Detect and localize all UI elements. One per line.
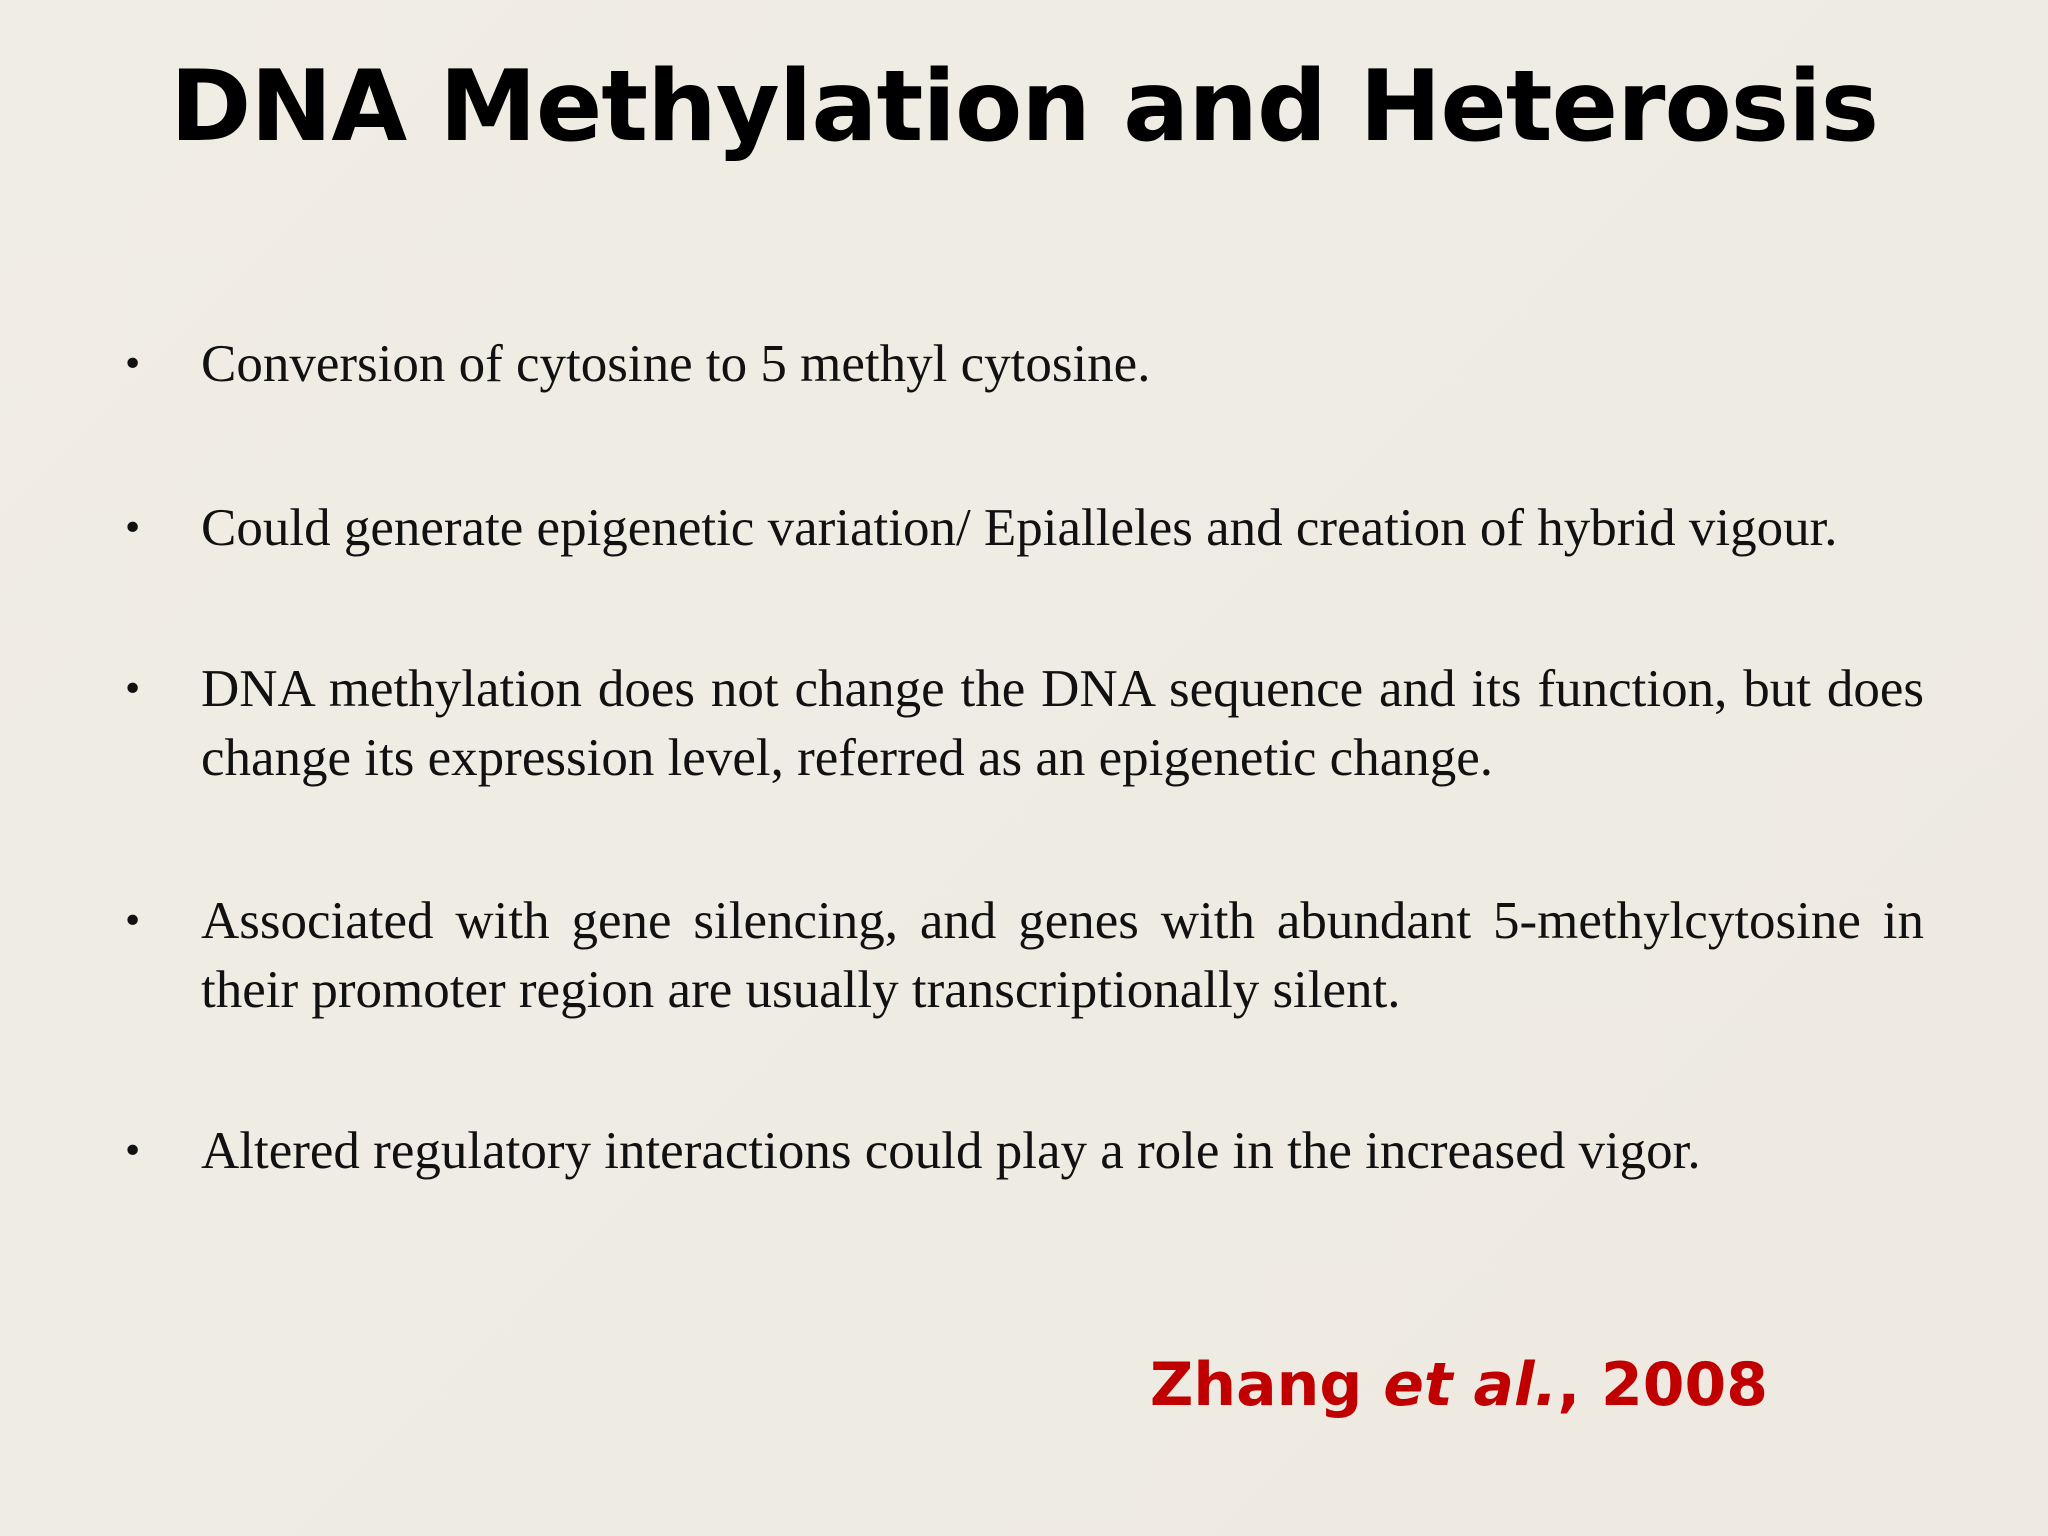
- citation-year: , 2008: [1557, 1350, 1768, 1420]
- citation: [1150, 1345, 1768, 1425]
- bullet-item: [118, 887, 1924, 1025]
- slide-title: DNA Methylation and Heterosis: [169, 50, 1879, 164]
- bullet-marker: •: [122, 344, 144, 385]
- bullet-marker: •: [122, 901, 144, 942]
- bullet-item: [118, 494, 1924, 563]
- bullet-marker: •: [122, 1131, 144, 1172]
- bullet-list: [118, 330, 1924, 1186]
- citation-author: Zhang: [1149, 1350, 1384, 1420]
- bullet-marker: •: [122, 508, 144, 549]
- bullet-text: DNA methylation does not change the DNA sequence and its function, but does change its expression level, referred as an epigenetic change.: [201, 660, 1924, 787]
- bullet-marker: •: [122, 669, 144, 710]
- bullet-item: [118, 330, 1924, 399]
- bullet-text: Conversion of cytosine to 5 methyl cytosine.: [201, 335, 1151, 393]
- bullet-text: Altered regulatory interactions could play a role in the increased vigor.: [201, 1122, 1701, 1180]
- bullet-text: Associated with gene silencing, and genes with abundant 5-methylcytosine in their promoter region are usually transcriptionally silent.: [201, 892, 1924, 1019]
- citation-et-al: et al.: [1383, 1350, 1558, 1420]
- bullet-item: [118, 1117, 1924, 1186]
- bullet-text: Could generate epigenetic variation/ Epialleles and creation of hybrid vigour.: [201, 499, 1838, 557]
- bullet-item: [118, 655, 1924, 793]
